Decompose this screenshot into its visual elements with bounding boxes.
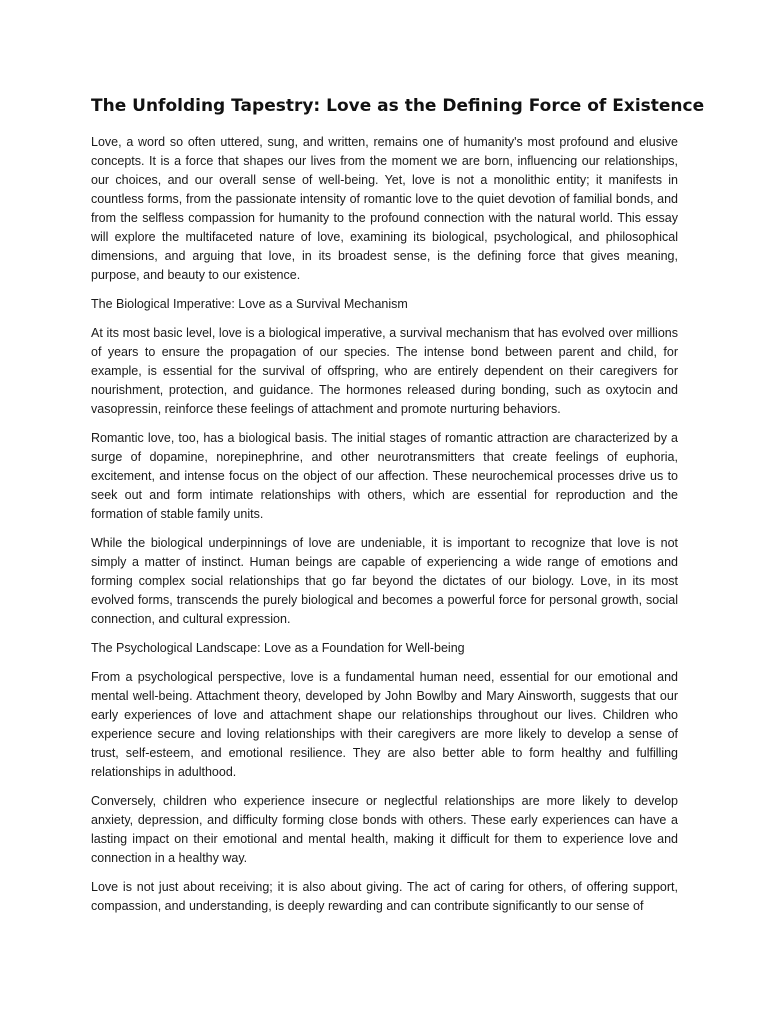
document-title: The Unfolding Tapestry: Love as the Defining Force of Existence bbox=[91, 96, 705, 116]
paragraph: At its most basic level, love is a biological imperative, a survival mechanism that has evolved over millions of years to ensure the propagation of our species. The intense bond between parent and child, for example, is essential for the survival of offspring, who are entirely dependent on their caregivers for nourishment, protection, and guidance. The hormones released during bonding, such as oxytocin and vasopressin, reinforce these feelings of attachment and promote nurturing behaviors. bbox=[91, 326, 678, 416]
paragraph: While the biological underpinnings of love are undeniable, it is important to recognize that love is not simply a matter of instinct. Human beings are capable of experiencing a wide range of emotions and forming complex social relationships that go far beyond the dictates of our biology. Love, in its most evolved forms, transcends the purely biological and becomes a powerful force for personal growth, social connection, and cultural expression. bbox=[91, 536, 678, 626]
section-heading-psychological: The Psychological Landscape: Love as a Foundation for Well-being bbox=[91, 641, 465, 655]
paragraph: Romantic love, too, has a biological basis. The initial stages of romantic attraction are characterized by a surge of dopamine, norepinephrine, and other neurotransmitters that create feelings of euphoria, excitement, and intense focus on the object of our affection. These neurochemical processes drive us to seek out and form intimate relationships with others, which are essential for reproduction and the formation of stable family units. bbox=[91, 431, 678, 521]
paragraph: Conversely, children who experience insecure or neglectful relationships are more likely to develop anxiety, depression, and difficulty forming close bonds with others. These early experiences can have a lasting impact on their emotional and mental health, making it difficult for them to experience love and connection in a healthy way. bbox=[91, 794, 678, 865]
paragraph: From a psychological perspective, love is a fundamental human need, essential for our emotional and mental well-being. Attachment theory, developed by John Bowlby and Mary Ainsworth, suggests that our early experiences of love and attachment shape our relationships throughout our lives. Children who experience secure and loving relationships with their caregivers are more likely to develop a sense of trust, self-esteem, and emotional resilience. They are also better able to form healthy and fulfilling relationships in adulthood. bbox=[91, 670, 678, 779]
paragraph-intro: Love, a word so often uttered, sung, and written, remains one of humanity's most profound and elusive concepts. It is a force that shapes our lives from the moment we are born, influencing our relationships, our choices, and our overall sense of well-being. Yet, love is not a monolithic entity; it manifests in countless forms, from the passionate intensity of romantic love to the quiet devotion of familial bonds, and from the selfless compassion for humanity to the profound connection with the natural world. This essay will explore the multifaceted nature of love, examining its biological, psychological, and philosophical dimensions, and arguing that love, in its broadest sense, is the defining force that gives meaning, purpose, and beauty to our existence. bbox=[91, 135, 678, 282]
paragraph-truncated: Love is not just about receiving; it is also about giving. The act of caring for others, of offering support, compassion, and understanding, is deeply rewarding and can contribute significantly to our sense of bbox=[91, 880, 678, 913]
document-body bbox=[91, 94, 705, 926]
section-heading-biological: The Biological Imperative: Love as a Survival Mechanism bbox=[91, 297, 408, 311]
